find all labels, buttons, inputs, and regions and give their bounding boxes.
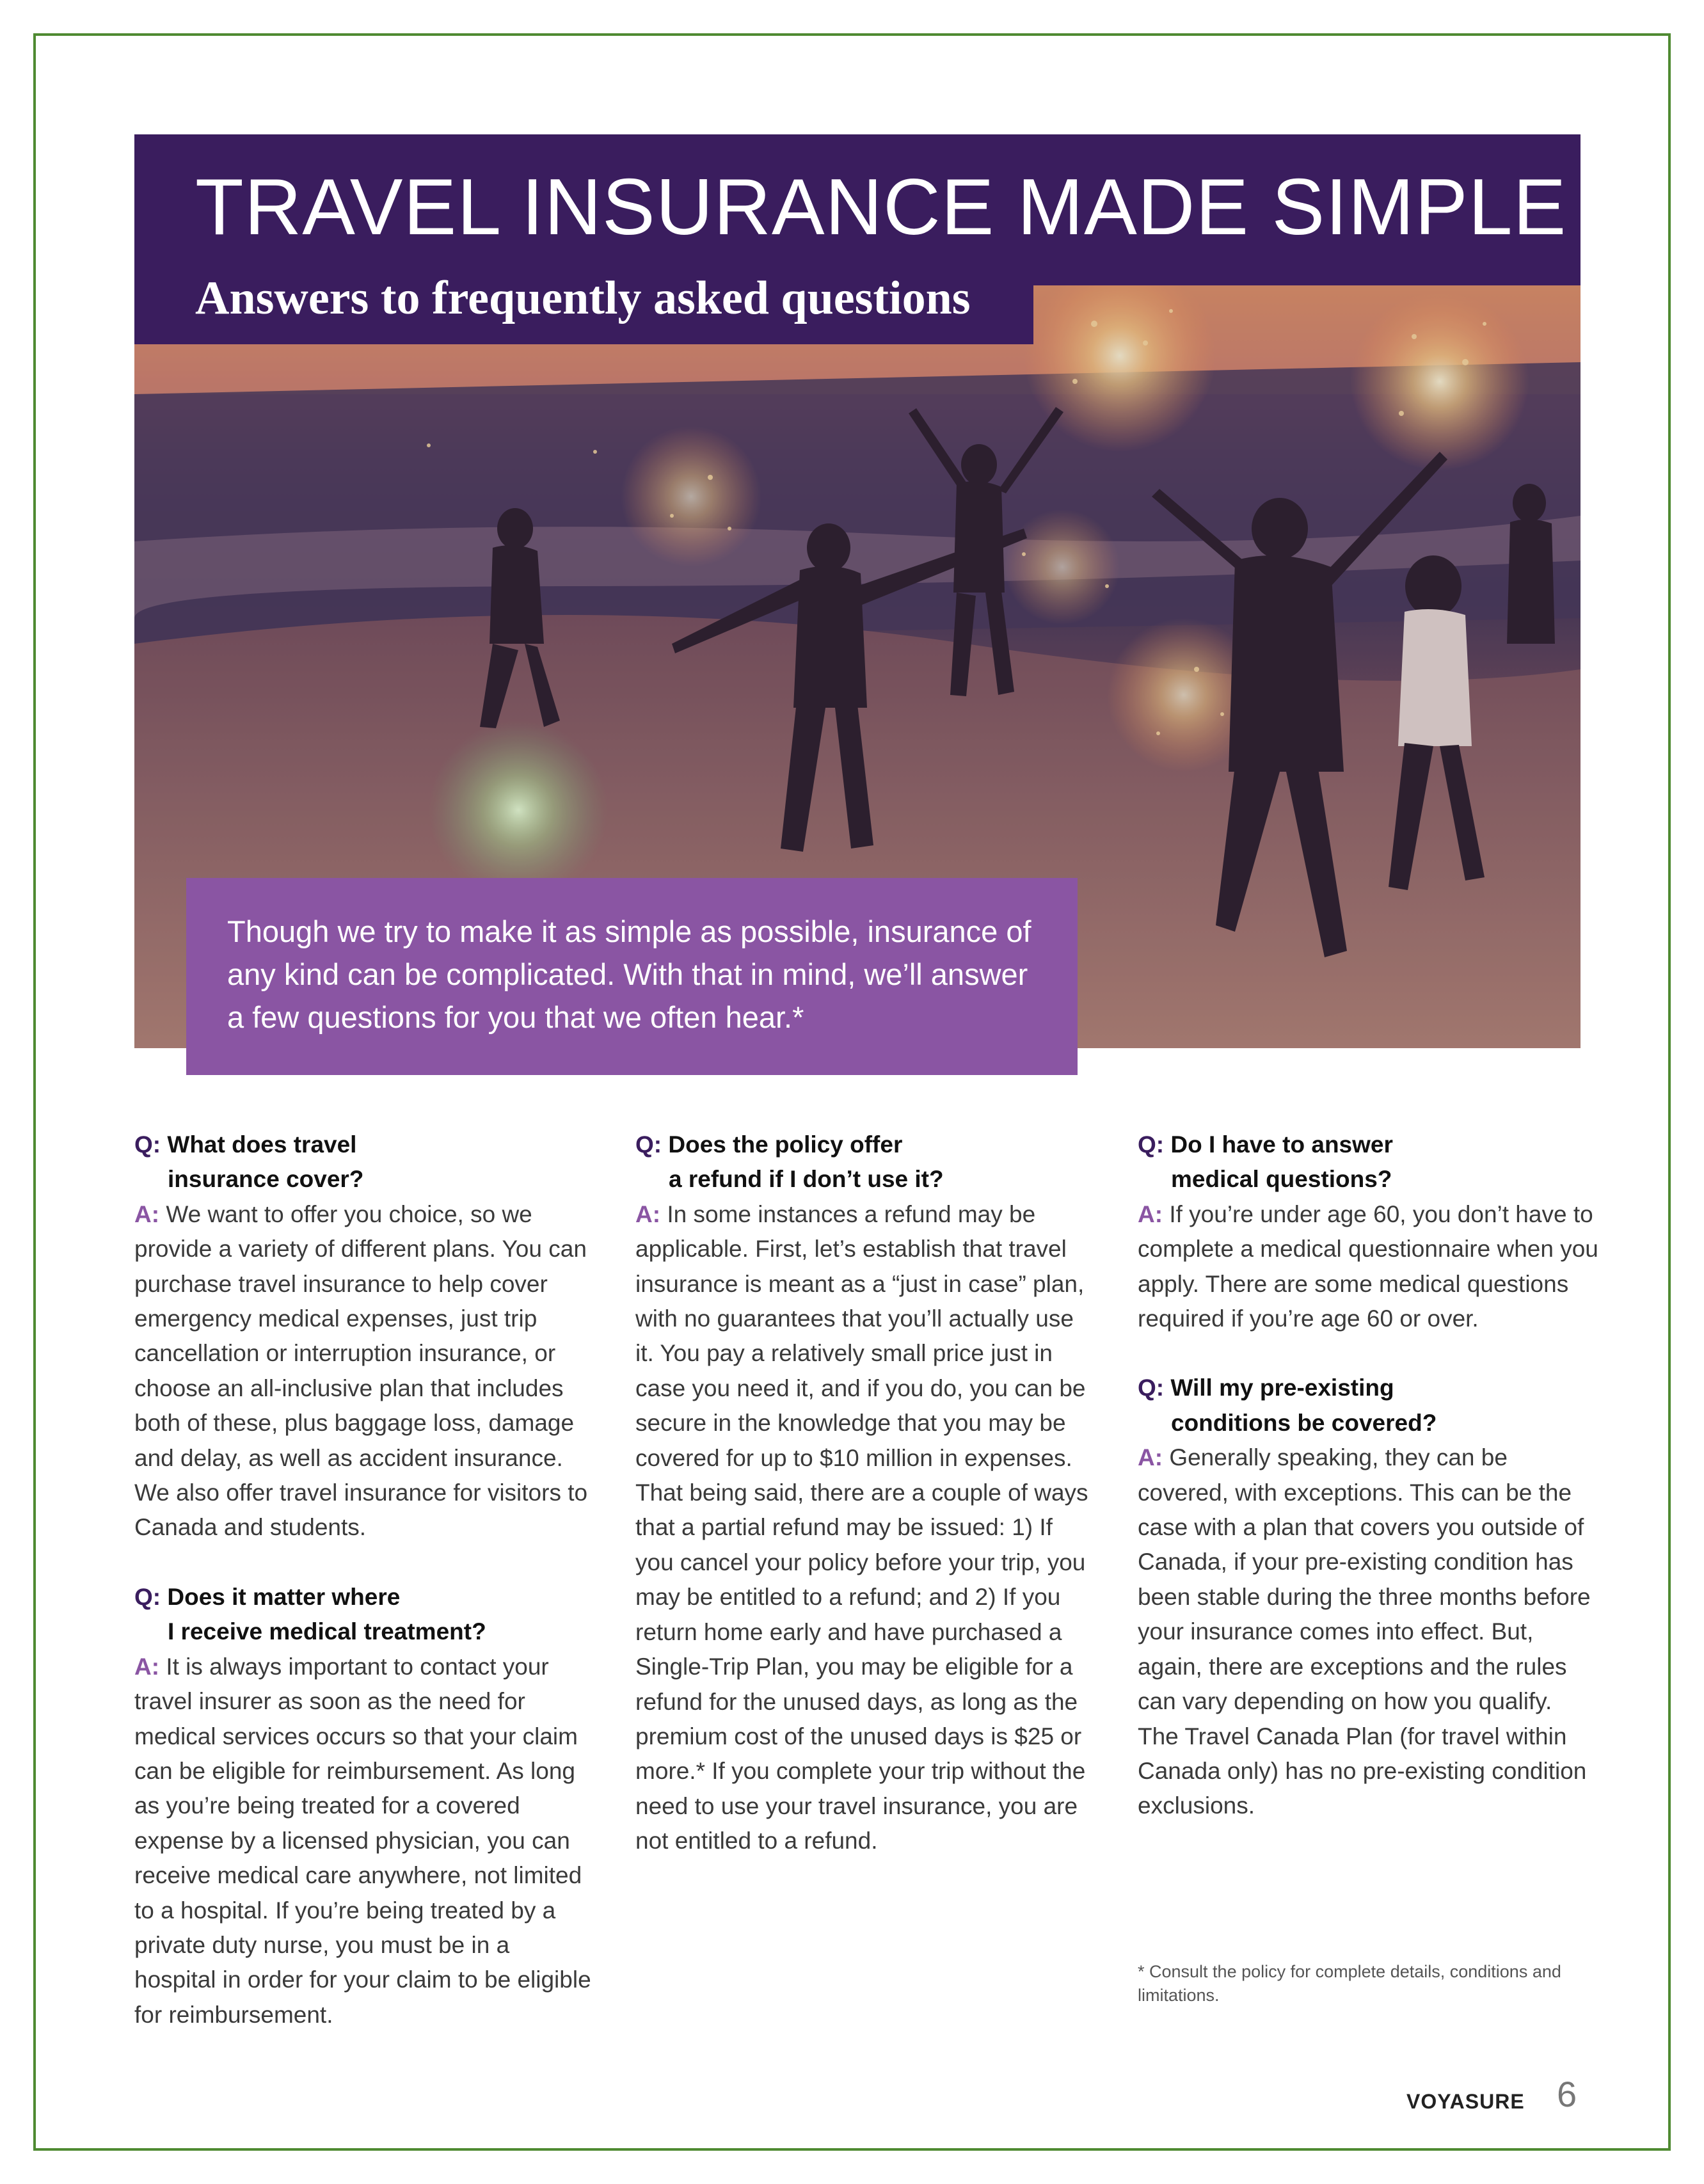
question-line-2: medical questions? — [1171, 1166, 1392, 1193]
faq-item — [635, 1128, 1096, 1859]
faq-item — [1138, 1371, 1598, 1823]
page-title: TRAVEL INSURANCE MADE SIMPLE — [195, 163, 1567, 251]
intro-box — [186, 878, 1078, 1075]
faq-column-1 — [134, 1128, 595, 2032]
answer — [1138, 1197, 1598, 1337]
answer-label: A: — [134, 1653, 160, 1680]
question-line-2: I receive medical treatment? — [168, 1618, 486, 1645]
answer-label: A: — [134, 1200, 160, 1227]
faq-column-3 — [1138, 1128, 1598, 1824]
answer — [134, 1650, 595, 2032]
page-subtitle: Answers to frequently asked questions — [195, 272, 971, 324]
page-number: 6 — [1557, 2074, 1577, 2114]
question-line-1: Will my pre-existing — [1170, 1375, 1394, 1401]
question-label: Q: — [1138, 1375, 1165, 1401]
footnote: * Consult the policy for complete details, conditions and limitations. — [1138, 1962, 1561, 2005]
question — [1138, 1128, 1598, 1197]
answer-label: A: — [1138, 1444, 1163, 1471]
question-line-1: What does travel — [167, 1131, 357, 1158]
faq-item — [134, 1128, 595, 1545]
question — [1138, 1371, 1598, 1440]
question-line-1: Do I have to answer — [1170, 1131, 1393, 1158]
question — [134, 1580, 595, 1650]
answer — [134, 1197, 595, 1545]
intro-text: Though we try to make it as simple as possible, insurance of any kind can be complicated. With that in mind, we’ll answer a few questions for you that we often hear.* — [227, 914, 1031, 1034]
brand-name: VOYASURE — [1406, 2090, 1525, 2113]
question — [134, 1128, 595, 1197]
answer-label: A: — [635, 1200, 661, 1227]
answer-text: In some instances a refund may be applicable. First, let’s establish that travel insurance is meant as a “just in case” plan, with no guarantees that you’ll actually use it. You pay a relatively small price just in case you need it, and if you do, you can be secure in the knowledge that you may be covered for up to $10 million in expenses. That being said, there are a couple of ways that a partial refund may be issued: 1) If you cancel your policy before your trip, you may be entitled to a refund; and 2) If you return home early and have purchased a Single-Trip Plan, you may be eligible for a refund for the unused days, as long as the premium cost of the unused days is $25 or more.* If you complete your trip without the need to use your travel insurance, you are not entitled to a refund. — [635, 1200, 1088, 1854]
question — [635, 1128, 1096, 1197]
question-line-1: Does it matter where — [167, 1583, 401, 1610]
question-label: Q: — [134, 1131, 161, 1158]
question-line-2: a refund if I don’t use it? — [669, 1166, 944, 1193]
question-line-2: conditions be covered? — [1171, 1409, 1437, 1436]
answer-label: A: — [1138, 1200, 1163, 1227]
question-label: Q: — [134, 1583, 161, 1610]
faq-column-2 — [635, 1128, 1096, 1859]
faq-item — [1138, 1128, 1598, 1336]
answer-text: If you’re under age 60, you don’t have to complete a medical questionnaire when you apply. There are some medical questions required if you’re age 60 or over. — [1138, 1200, 1598, 1332]
answer — [1138, 1440, 1598, 1823]
question-line-1: Does the policy offer — [668, 1131, 903, 1158]
answer-text: We want to offer you choice, so we provide a variety of different plans. You can purchase travel insurance to help cover emergency medical expenses, just trip cancellation or interruption insurance, or choose an all-inclusive plan that includes both of these, plus baggage loss, damage and delay, as well as accident insurance. We also offer travel insurance for visitors to Canada and students. — [134, 1200, 588, 1541]
question-line-2: insurance cover? — [168, 1166, 364, 1193]
answer — [635, 1197, 1096, 1859]
question-label: Q: — [1138, 1131, 1165, 1158]
answer-text: It is always important to contact your travel insurer as soon as the need for medical services occurs so that your claim can be eligible for reimbursement. As long as you’re being treated for a covered expense by a licensed physician, you can receive medical care anywhere, not limited to a hospital. If you’re being treated by a private duty nurse, you must be in a hospital in order for your claim to be eligible for reimbursement. — [134, 1653, 591, 2028]
question-label: Q: — [635, 1131, 662, 1158]
faq-item — [134, 1580, 595, 2032]
answer-text: Generally speaking, they can be covered, with exceptions. This can be the case with a plan that covers you outside of Canada, if your pre-existing condition has been stable during the three months before your insurance comes into effect. But, again, there are exceptions and the rules can vary depending on how you qualify. The Travel Canada Plan (for travel within Canada only) has no pre-existing condition exclusions. — [1138, 1444, 1591, 1819]
